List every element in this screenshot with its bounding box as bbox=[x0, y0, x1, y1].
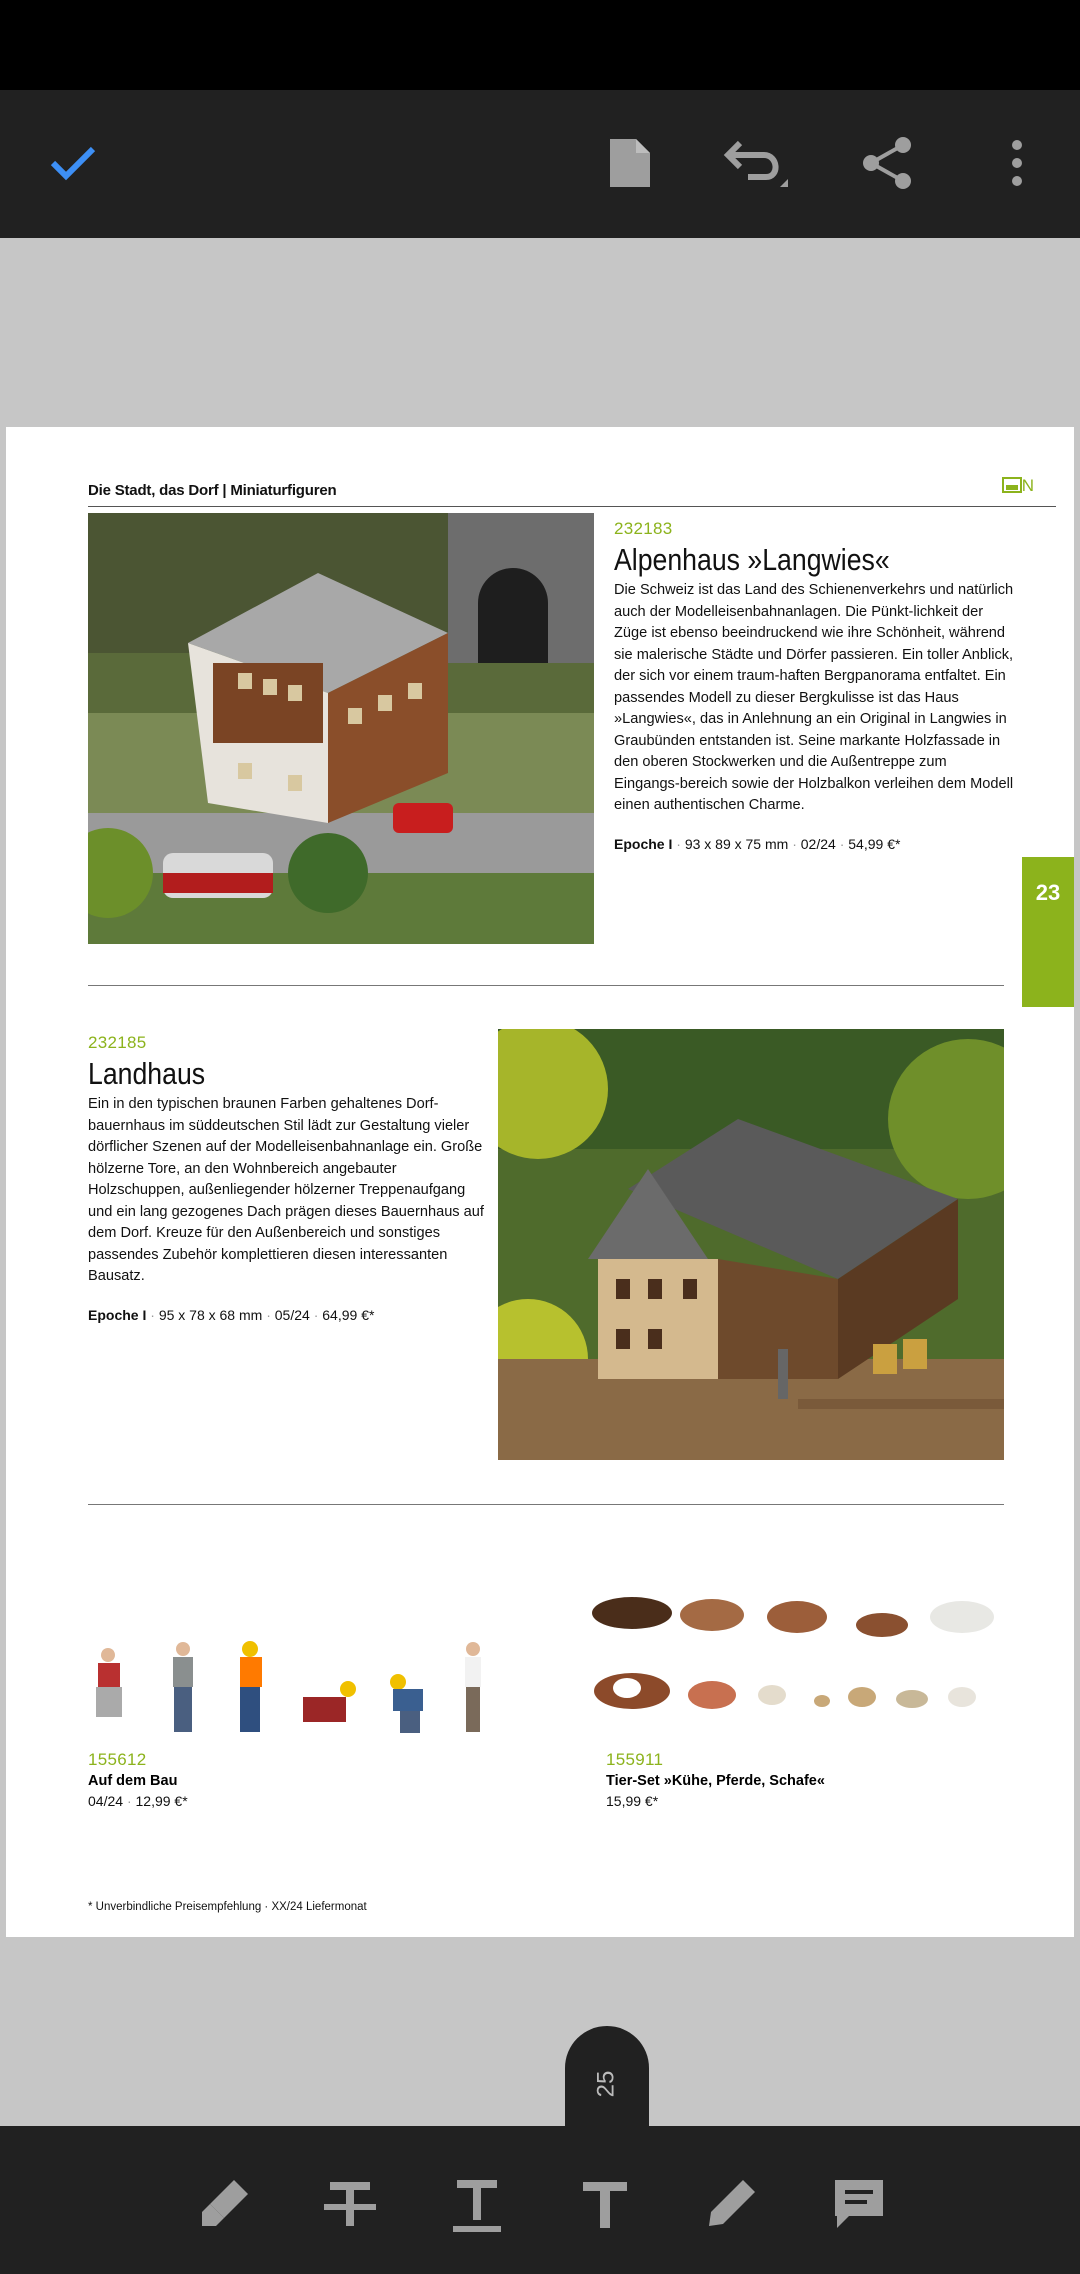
page-header bbox=[88, 454, 1056, 507]
product-meta: 04/24 · 12,99 €* bbox=[88, 1793, 188, 1809]
footnote: * Unverbindliche Preisempfehlung · XX/24 Liefermonat bbox=[88, 1901, 367, 1913]
dimensions: 93 x 89 x 75 mm bbox=[684, 835, 789, 852]
underline-tool-icon[interactable] bbox=[437, 2164, 517, 2244]
top-toolbar bbox=[0, 90, 1080, 238]
landhaus-photo bbox=[498, 1029, 1004, 1460]
brand-logo: N bbox=[1002, 476, 1034, 496]
page-number-tab: 23 bbox=[1022, 857, 1074, 1007]
product-description: Die Schweiz ist das Land des Schienenverkehrs und natürlich auch der Modelleisenbahnanlagen. Die Pünkt-lichkeit der Züge ist ebenso beeindruckend wie ihre Schönheit, während sie malerische Städte und Dörfer passieren. Ein toller Anblick, der sich vor einem traum-haften Bergpanorama entfaltet. Ein passendes Modell zu dieser Bergkulisse ist das Haus »Langwies«, das in Anlehnung an ein Original in Langwies in Graubünden entstanden ist. Seine markante Holzfassade in den oberen Stockwerken und die Außentreppe zum Eingangs-bereich sowie der Holzbalkon verleihen dem Modell einen authentischen Charme. bbox=[614, 582, 1014, 813]
price: 12,99 €* bbox=[135, 1793, 188, 1809]
epoch: Epoche I bbox=[614, 835, 673, 852]
status-bar bbox=[0, 0, 1080, 90]
share-icon[interactable] bbox=[842, 118, 932, 208]
highlight-tool-icon[interactable] bbox=[184, 2164, 264, 2244]
undo-icon[interactable] bbox=[713, 118, 803, 208]
annotation-toolbar bbox=[0, 2126, 1080, 2274]
product-title: Alpenhaus »Langwies« bbox=[614, 542, 890, 577]
price: 54,99 €* bbox=[848, 835, 901, 852]
article-number: 232185 bbox=[88, 1033, 147, 1052]
divider bbox=[88, 985, 1004, 986]
product-title: Landhaus bbox=[88, 1056, 206, 1091]
product-auf-dem-bau bbox=[88, 1750, 488, 1809]
delivery-date: 04/24 bbox=[88, 1793, 124, 1809]
divider bbox=[88, 1504, 1004, 1505]
product-meta: Epoche I · 95 x 78 x 68 mm · 05/24 · 64,99 €* bbox=[88, 1306, 375, 1323]
delivery-date: 05/24 bbox=[274, 1306, 310, 1323]
animal-set-photo bbox=[582, 1573, 1002, 1753]
document-page bbox=[6, 427, 1074, 1937]
text-tool-icon[interactable] bbox=[565, 2164, 645, 2244]
price: 15,99 €* bbox=[606, 1793, 659, 1809]
epoch: Epoche I bbox=[88, 1306, 147, 1323]
pencil-tool-icon[interactable] bbox=[691, 2164, 771, 2244]
product-title: Auf dem Bau bbox=[88, 1773, 178, 1789]
strikethrough-tool-icon[interactable] bbox=[310, 2164, 390, 2244]
comment-tool-icon[interactable] bbox=[819, 2164, 899, 2244]
product-meta: Epoche I · 93 x 89 x 75 mm · 02/24 · 54,99 €* bbox=[614, 835, 901, 852]
delivery-date: 02/24 bbox=[800, 835, 836, 852]
construction-figures-photo bbox=[88, 1627, 492, 1747]
product-description: Ein in den typischen braunen Farben gehaltenes Dorf-bauernhaus im süddeutschen Stil lädt zur Gestaltung vieler dörflicher Szenen auf der Modelleisenbahnanlage ein. Große hölzerne Tore, an den Wohnbereich angebauter Holzschuppen, außenliegender hölzerner Treppenaufgang und ein lang gezogenes Dach prägen dieses Bauernhaus auf dem Dorf. Kreuze für den Außenbereich und sonstiges passendes Zubehör komplettieren diesen interessanten Bausatz. bbox=[88, 1096, 484, 1284]
article-number: 232183 bbox=[614, 519, 673, 538]
done-check-icon[interactable] bbox=[28, 118, 118, 208]
price: 64,99 €* bbox=[322, 1306, 375, 1323]
more-options-icon[interactable] bbox=[972, 118, 1062, 208]
product-alpenhaus bbox=[614, 519, 1014, 852]
dimensions: 95 x 78 x 68 mm bbox=[158, 1306, 263, 1323]
article-number: 155911 bbox=[606, 1750, 664, 1769]
article-number: 155612 bbox=[88, 1750, 147, 1769]
page-indicator[interactable]: 25 bbox=[565, 2026, 649, 2146]
page-icon[interactable] bbox=[585, 118, 675, 208]
product-landhaus bbox=[88, 1033, 488, 1323]
section-title: Die Stadt, das Dorf | Miniaturfiguren bbox=[88, 482, 337, 499]
alpenhaus-photo bbox=[88, 513, 594, 944]
product-tier-set bbox=[606, 1750, 1026, 1809]
product-title: Tier-Set »Kühe, Pferde, Schafe« bbox=[606, 1773, 825, 1789]
